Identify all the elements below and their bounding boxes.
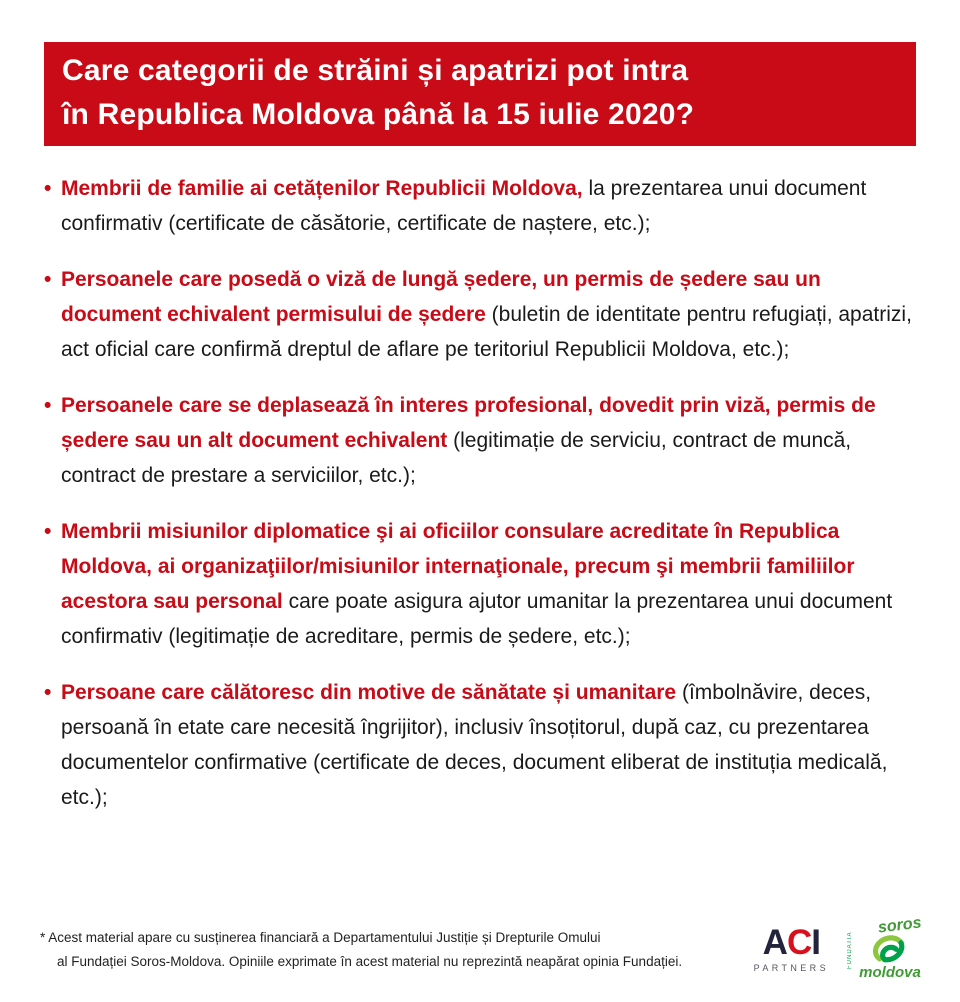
soros-fundatia-label: FUNDATIA [847, 930, 853, 969]
list-item-diplomatic-missions [44, 514, 916, 654]
soros-swirl-icon [869, 931, 911, 969]
soros-label: soros [877, 914, 923, 937]
footnote-line1: * Acest material apare cu susținerea financiară a Departamentului Justiție și Drepturile Omului [40, 929, 601, 945]
bullet-highlight: Membrii misiunilor diplomatice şi ai oficiilor consulare acreditate în Republica Moldova, ai organizaţiilor/misiunilor internaţionale, precum şi membrii familiilor acestora sau personal [61, 520, 855, 613]
title-banner [44, 42, 916, 146]
page-title-line1: Care categorii de străini și apatrizi pot intra [62, 54, 689, 87]
bullet-highlight: Persoanele care posedă o viză de lungă ședere, un permis de ședere sau un document echivalent permisului de ședere [61, 268, 821, 326]
logos [753, 914, 926, 981]
aci-partners-logo [753, 923, 829, 973]
aci-letter-a: A [762, 923, 787, 962]
footnote-line2: al Fundației Soros-Moldova. Opiniile exprimate în acest material nu reprezintă neapărat opinia Fundației. [57, 953, 683, 969]
list-item-family-members [44, 171, 916, 241]
soros-moldova-logo [847, 914, 926, 981]
bullet-list [44, 171, 916, 815]
page-title-line2: în Republica Moldova până la 15 iulie 2020? [62, 98, 695, 131]
bullet-highlight: Persoanele care se deplasează în interes profesional, dovedit prin viză, permis de ședere sau un alt document echivalent [61, 394, 876, 452]
list-item-health-humanitarian [44, 675, 916, 815]
footer [40, 914, 926, 981]
aci-wordmark [754, 923, 829, 962]
bullet-highlight: Membrii de familie ai cetățenilor Republicii Moldova, [61, 177, 583, 200]
bullet-rest: la prezentarea unui document confirmativ (certificate de căsătorie, certificate de naștere, etc.); [61, 177, 867, 235]
bullet-rest: (legitimație de serviciu, contract de muncă, contract de prestare a serviciilor, etc.); [61, 429, 852, 487]
aci-letter-c: C [786, 923, 812, 962]
list-item-visa-holders [44, 262, 916, 367]
bullet-rest: (buletin de identitate pentru refugiați, apatrizi, act oficial care confirmă dreptul de aflare pe teritoriul Republicii Moldova, etc.); [61, 303, 912, 361]
aci-partners-label: PARTNERS [753, 963, 829, 973]
bullet-highlight: Persoane care călătoresc din motive de sănătate și umanitare [61, 681, 677, 704]
bullet-rest: care poate asigura ajutor umanitar la prezentarea unui document confirmativ (legitimație de acreditare, permis de ședere, etc.); [61, 590, 893, 648]
moldova-label: moldova [859, 964, 921, 981]
bullet-content [44, 171, 916, 815]
bullet-rest: (îmbolnăvire, deces, persoană în etate care necesită îngrijitor), inclusiv însoțitorul, după caz, cu prezentarea documentelor confirmative (certificate de deces, document eliberat de instituția medicală, etc.); [61, 681, 888, 809]
footnote [40, 926, 682, 974]
list-item-professional-travel [44, 388, 916, 493]
aci-letter-i: I [811, 923, 820, 962]
